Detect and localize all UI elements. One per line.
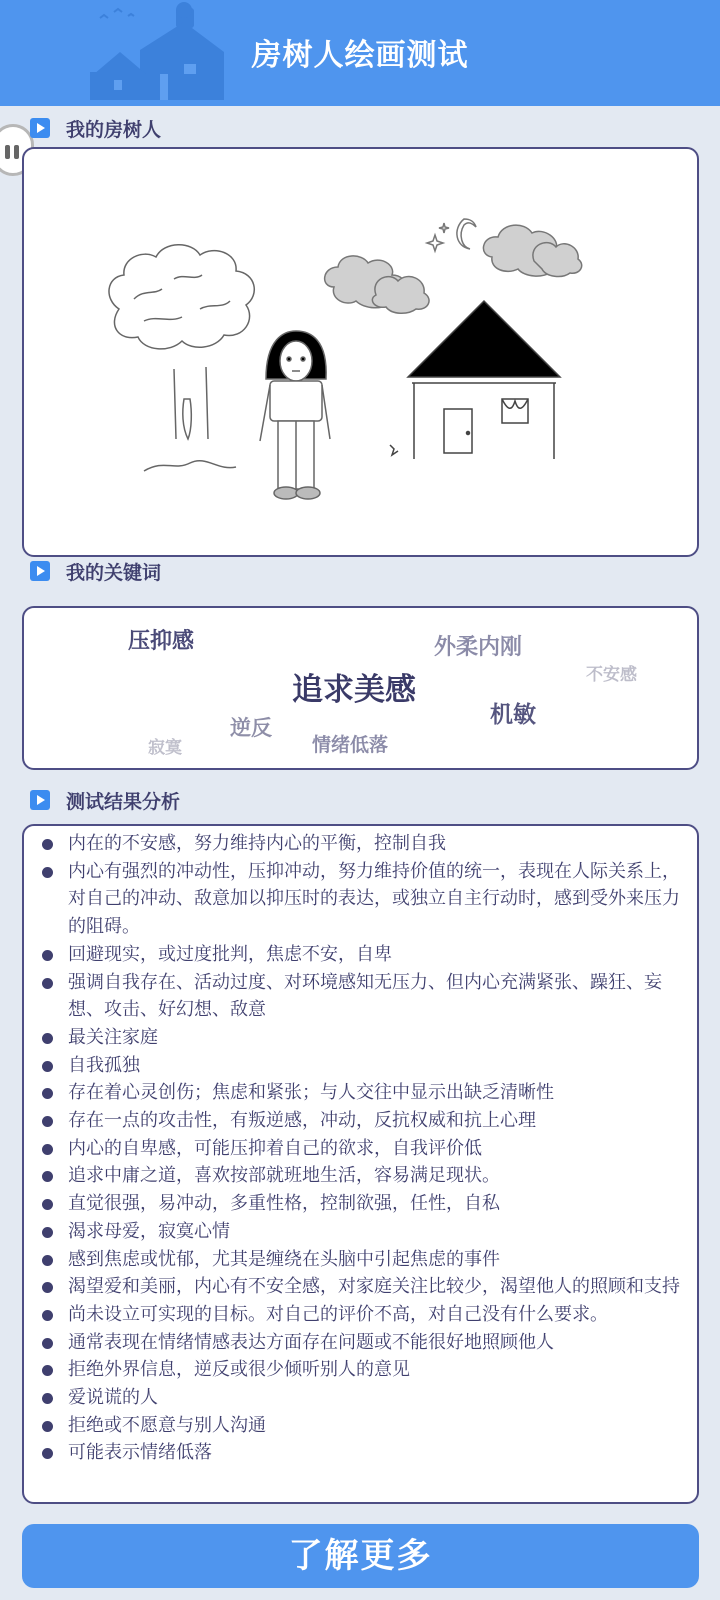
list-item: 爱说谎的人 xyxy=(38,1384,685,1412)
list-item: 直觉很强，易冲动，多重性格，控制欲强，任性，自私 xyxy=(38,1190,685,1218)
moon-drawing xyxy=(427,219,476,251)
list-item: 回避现实，或过度批判，焦虑不安，自卑 xyxy=(38,941,685,969)
play-triangle-icon xyxy=(30,790,50,810)
keyword-tag: 情绪低落 xyxy=(312,734,389,756)
list-item: 拒绝或不愿意与别人沟通 xyxy=(38,1412,685,1440)
section-drawing-header xyxy=(30,116,161,140)
analysis-list xyxy=(38,830,685,1467)
list-item: 存在着心灵创伤；焦虑和紧张；与人交往中显示出缺乏清晰性 xyxy=(38,1079,685,1107)
person-drawing xyxy=(260,331,330,499)
page-title: 房树人绘画测试 xyxy=(251,38,469,73)
cloud-drawing xyxy=(325,225,582,313)
keyword-tag: 外柔内刚 xyxy=(434,635,523,660)
list-item: 内心的自卑感，可能压抑着自己的欲求，自我评价低 xyxy=(38,1135,685,1163)
list-item: 通常表现在情绪情感表达方面存在问题或不能很好地照顾他人 xyxy=(38,1329,685,1357)
list-item: 存在一点的攻击性，有叛逆感，冲动，反抗权威和抗上心理 xyxy=(38,1107,685,1135)
list-item: 强调自我存在、活动过度、对环境感知无压力、但内心充满紧张、躁狂、妄想、攻击、好幻想、敌意 xyxy=(38,969,685,1024)
list-item: 可能表示情绪低落 xyxy=(38,1439,685,1467)
keyword-tag: 逆反 xyxy=(230,716,272,740)
keyword-tag: 压抑感 xyxy=(128,629,195,654)
list-item: 尚未设立可实现的目标。对自己的评价不高，对自己没有什么要求。 xyxy=(38,1301,685,1329)
app-header xyxy=(0,0,720,106)
list-item: 内心有强烈的冲动性，压抑冲动，努力维持价值的统一，表现在人际关系上，对自己的冲动、敌意加以抑压时的表达，或独立自主行动时，感到受外来压力的阻碍。 xyxy=(38,858,685,941)
list-item: 拒绝外界信息，逆反或很少倾听别人的意见 xyxy=(38,1356,685,1384)
section-keywords-title: 我的关键词 xyxy=(66,561,162,584)
section-keywords-header xyxy=(30,559,161,583)
analysis-card xyxy=(22,824,699,1504)
pause-icon-bar xyxy=(14,145,19,159)
keyword-tag: 寂寞 xyxy=(148,738,182,758)
learn-more-button[interactable]: 了解更多 xyxy=(22,1524,699,1588)
list-item: 追求中庸之道，喜欢按部就班地生活，容易满足现状。 xyxy=(38,1162,685,1190)
section-drawing-title: 我的房树人 xyxy=(66,118,162,141)
pause-icon xyxy=(5,145,10,159)
list-item: 内在的不安感，努力维持内心的平衡，控制自我 xyxy=(38,830,685,858)
keyword-tag: 机敏 xyxy=(490,702,536,728)
section-analysis-title: 测试结果分析 xyxy=(66,790,181,813)
section-analysis-header xyxy=(30,788,180,812)
htp-drawing xyxy=(24,149,697,555)
list-item: 自我孤独 xyxy=(38,1052,685,1080)
house-drawing xyxy=(390,301,560,459)
list-item: 渴求母爱，寂寞心情 xyxy=(38,1218,685,1246)
drawing-card xyxy=(22,147,699,557)
list-item: 渴望爱和美丽，内心有不安全感，对家庭关注比较少，渴望他人的照顾和支持 xyxy=(38,1273,685,1301)
list-item: 感到焦虑或忧郁，尤其是缠绕在头脑中引起焦虑的事件 xyxy=(38,1246,685,1274)
keyword-tag: 不安感 xyxy=(586,665,637,685)
play-triangle-icon xyxy=(30,561,50,581)
keyword-tag: 追求美感 xyxy=(292,672,416,708)
play-triangle-icon xyxy=(30,118,50,138)
keywords-card xyxy=(22,606,699,770)
tree-drawing xyxy=(109,245,254,471)
list-item: 最关注家庭 xyxy=(38,1024,685,1052)
